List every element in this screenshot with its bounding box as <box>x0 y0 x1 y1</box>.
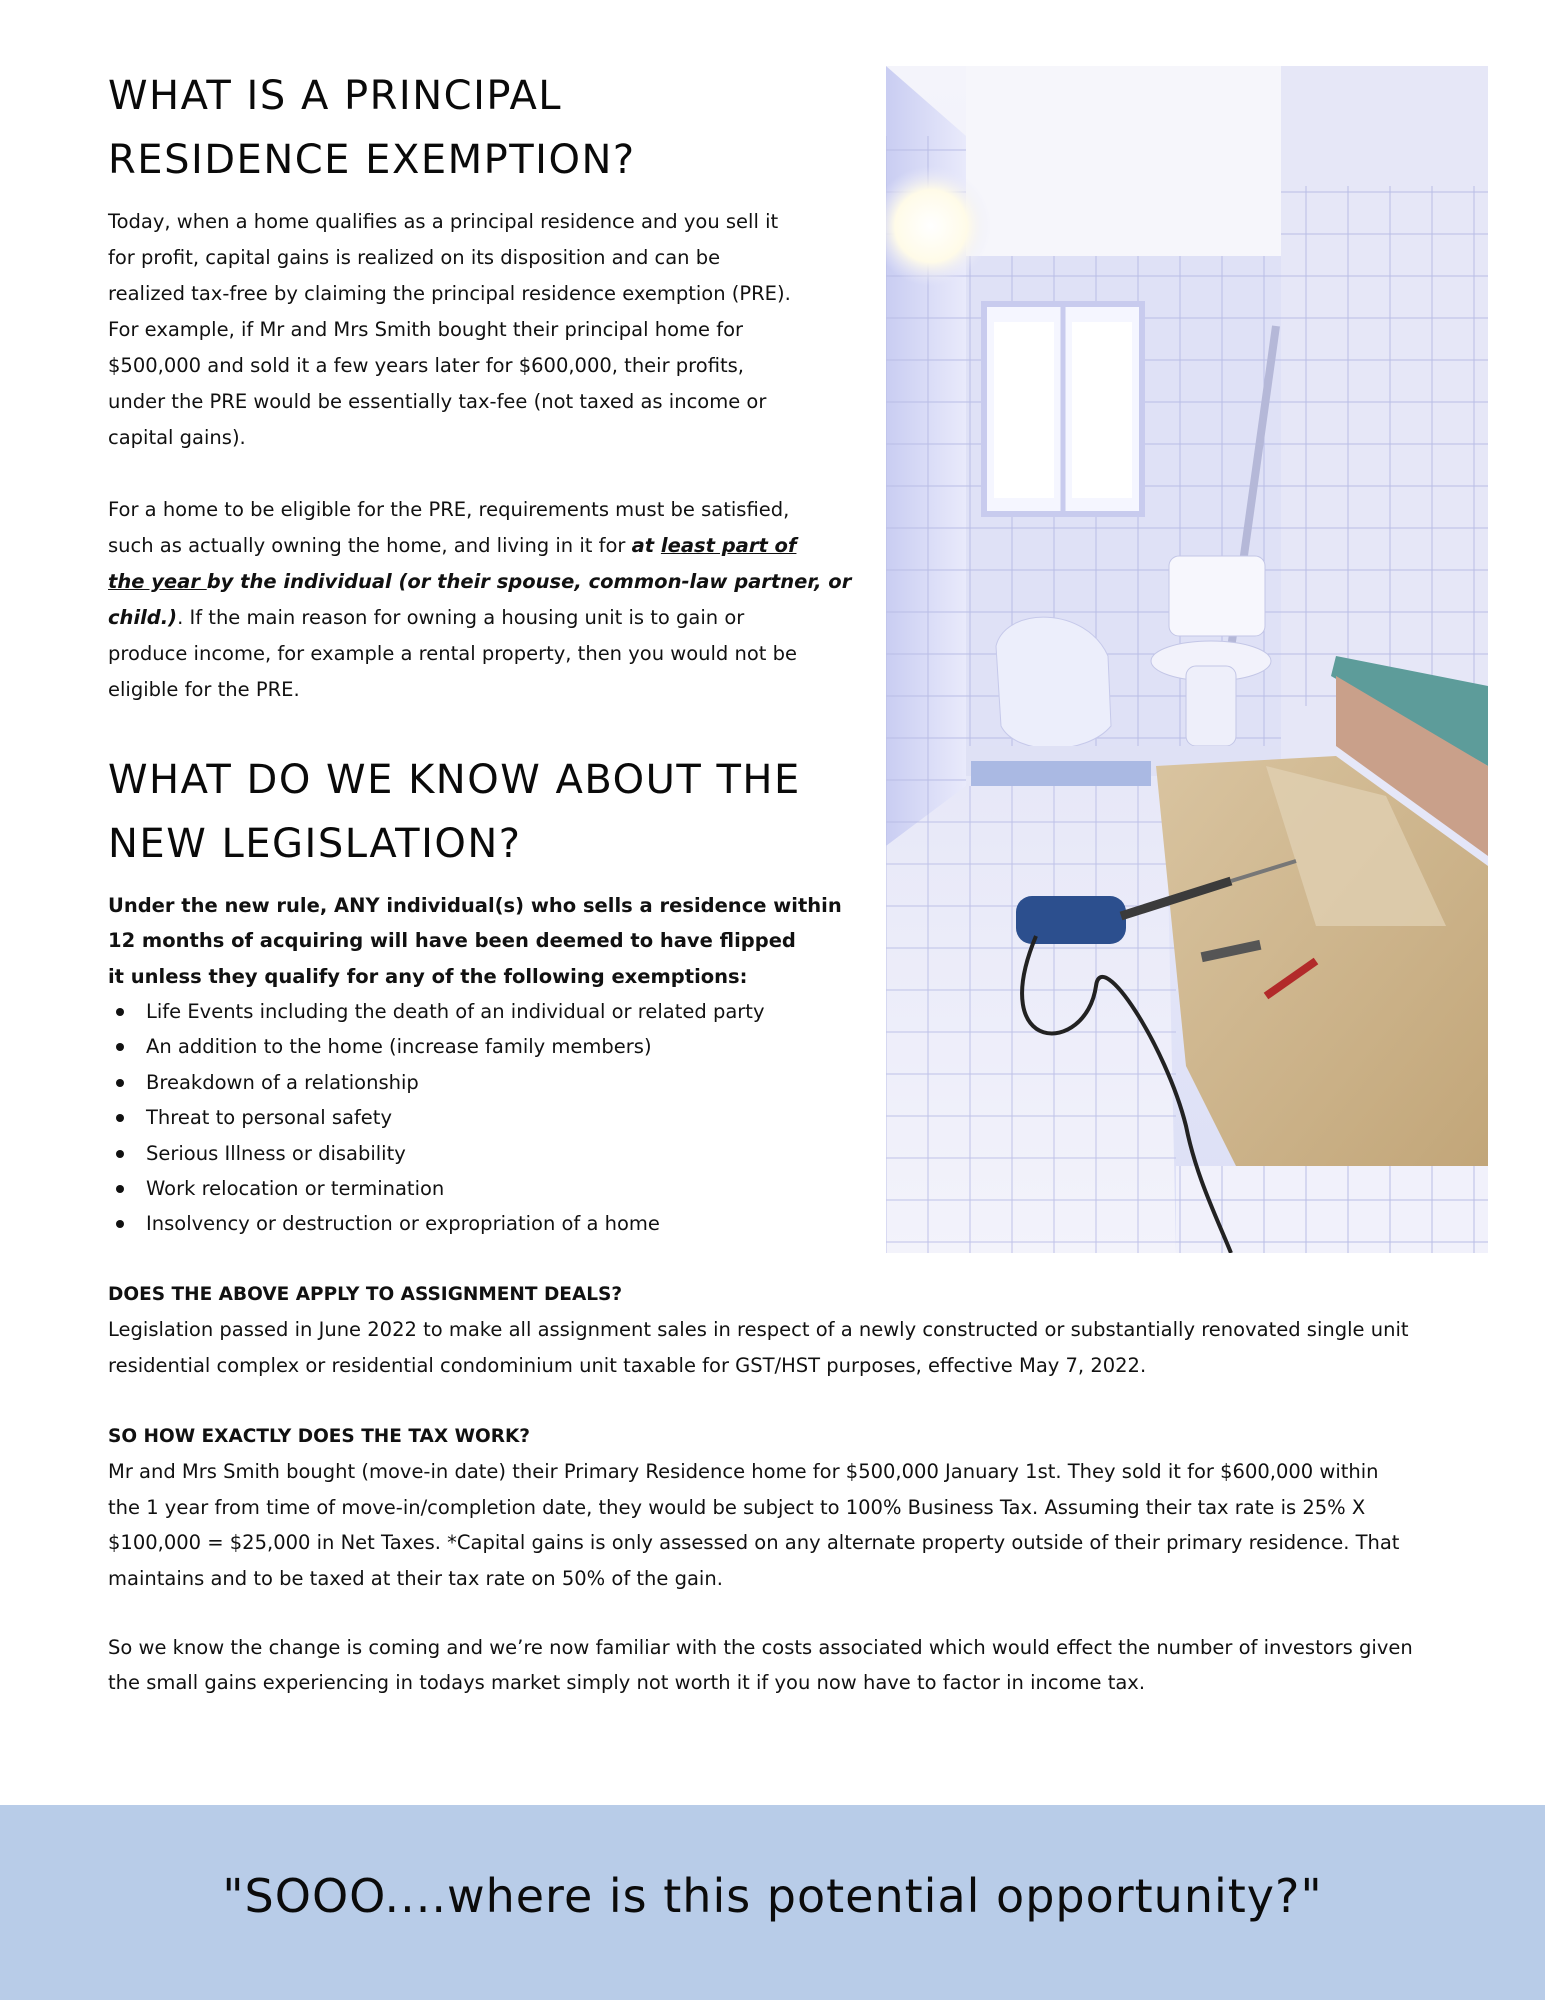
text-line: Under the new rule, ANY individual(s) who sells a residence within <box>108 894 842 917</box>
text-line: 12 months of acquiring will have been deemed to have flipped <box>108 929 796 953</box>
section2-intro <box>108 888 842 994</box>
section1-paragraph1 <box>108 204 791 456</box>
text-line: For example, if Mr and Mrs Smith bought their principal home for <box>108 318 744 341</box>
section4 <box>108 1418 1508 1596</box>
text-line: capital gains). <box>108 426 246 449</box>
emphasis-text: by the individual (or their spouse, common-law partner, or <box>206 570 852 593</box>
section1-title <box>108 64 636 192</box>
text-line: produce income, for example a rental property, then you would not be <box>108 642 798 665</box>
text-line: Today, when a home qualifies as a principal residence and you sell it <box>108 210 779 233</box>
text-line: under the PRE would be essentially tax-fee (not taxed as income or <box>108 390 767 413</box>
section2-title-line2: NEW LEGISLATION? <box>108 821 522 867</box>
text-line: for profit, capital gains is realized on its disposition and can be <box>108 246 721 269</box>
list-item: Breakdown of a relationship <box>108 1065 764 1100</box>
text-line: residential complex or residential condominium unit taxable for GST/HST purposes, effective May 7, 2022. <box>108 1353 1147 1377</box>
text-line: For a home to be eligible for the PRE, requirements must be satisfied, <box>108 498 790 521</box>
section3 <box>108 1276 1508 1383</box>
emphasis-underlined-text: the year <box>108 570 207 593</box>
text-line: maintains and to be taxed at their tax rate on 50% of the gain. <box>108 1566 723 1590</box>
list-item: Life Events including the death of an individual or related party <box>108 994 764 1029</box>
bathroom-renovation-photo <box>886 66 1488 1253</box>
list-item: Insolvency or destruction or expropriation of a home <box>108 1206 764 1241</box>
footer-quote: "SOOO....where is this potential opportunity?" <box>222 1869 1323 1923</box>
text-line: Mr and Mrs Smith bought (move-in date) their Primary Residence home for $500,000 January 1st. They sold it for $600,000 within <box>108 1460 1379 1484</box>
exemptions-list <box>108 994 764 1242</box>
section2-title <box>108 748 801 876</box>
text-line: eligible for the PRE. <box>108 678 300 701</box>
list-item: Serious Illness or disability <box>108 1136 764 1171</box>
section1-title-line2: RESIDENCE EXEMPTION? <box>108 137 636 183</box>
text-line: the 1 year from time of move-in/completion date, they would be subject to 100% Business Tax. Assuming their tax rate is 25% X <box>108 1495 1366 1519</box>
text-line: Legislation passed in June 2022 to make all assignment sales in respect of a newly constructed or substantially renovated single unit <box>108 1318 1409 1342</box>
text-line: realized tax-free by claiming the principal residence exemption (PRE). <box>108 282 791 305</box>
text-line: $100,000 = $25,000 in Net Taxes. *Capital gains is only assessed on any alternate property outside of their primary residence. That <box>108 1531 1400 1555</box>
text-line: So we know the change is coming and we’re now familiar with the costs associated which would effect the number of investors given <box>108 1636 1413 1659</box>
emphasis-underlined-text: least part of <box>660 534 797 557</box>
footer-band <box>0 1805 1545 2000</box>
section3-heading: DOES THE ABOVE APPLY TO ASSIGNMENT DEALS? <box>108 1284 623 1305</box>
section2-title-line1: WHAT DO WE KNOW ABOUT THE <box>108 757 801 803</box>
section1-title-line1: WHAT IS A PRINCIPAL <box>108 73 563 119</box>
text-line: it unless they qualify for any of the following exemptions: <box>108 964 748 988</box>
emphasis-text: child.) <box>108 606 178 629</box>
text-segment: . If the main reason for owning a housing unit is to gain or <box>177 606 745 629</box>
text-segment: such as actually owning the home, and living in it for <box>108 534 632 557</box>
section5 <box>108 1630 1508 1701</box>
text-line: the small gains experiencing in todays market simply not worth it if you now have to factor in income tax. <box>108 1671 1146 1695</box>
section1-paragraph2 <box>108 492 851 708</box>
section4-heading: SO HOW EXACTLY DOES THE TAX WORK? <box>108 1426 531 1447</box>
list-item: An addition to the home (increase family members) <box>108 1029 764 1064</box>
list-item: Work relocation or termination <box>108 1171 764 1206</box>
text-line: $500,000 and sold it a few years later for $600,000, their profits, <box>108 354 744 377</box>
list-item: Threat to personal safety <box>108 1100 764 1135</box>
emphasis-text: at <box>631 534 661 557</box>
